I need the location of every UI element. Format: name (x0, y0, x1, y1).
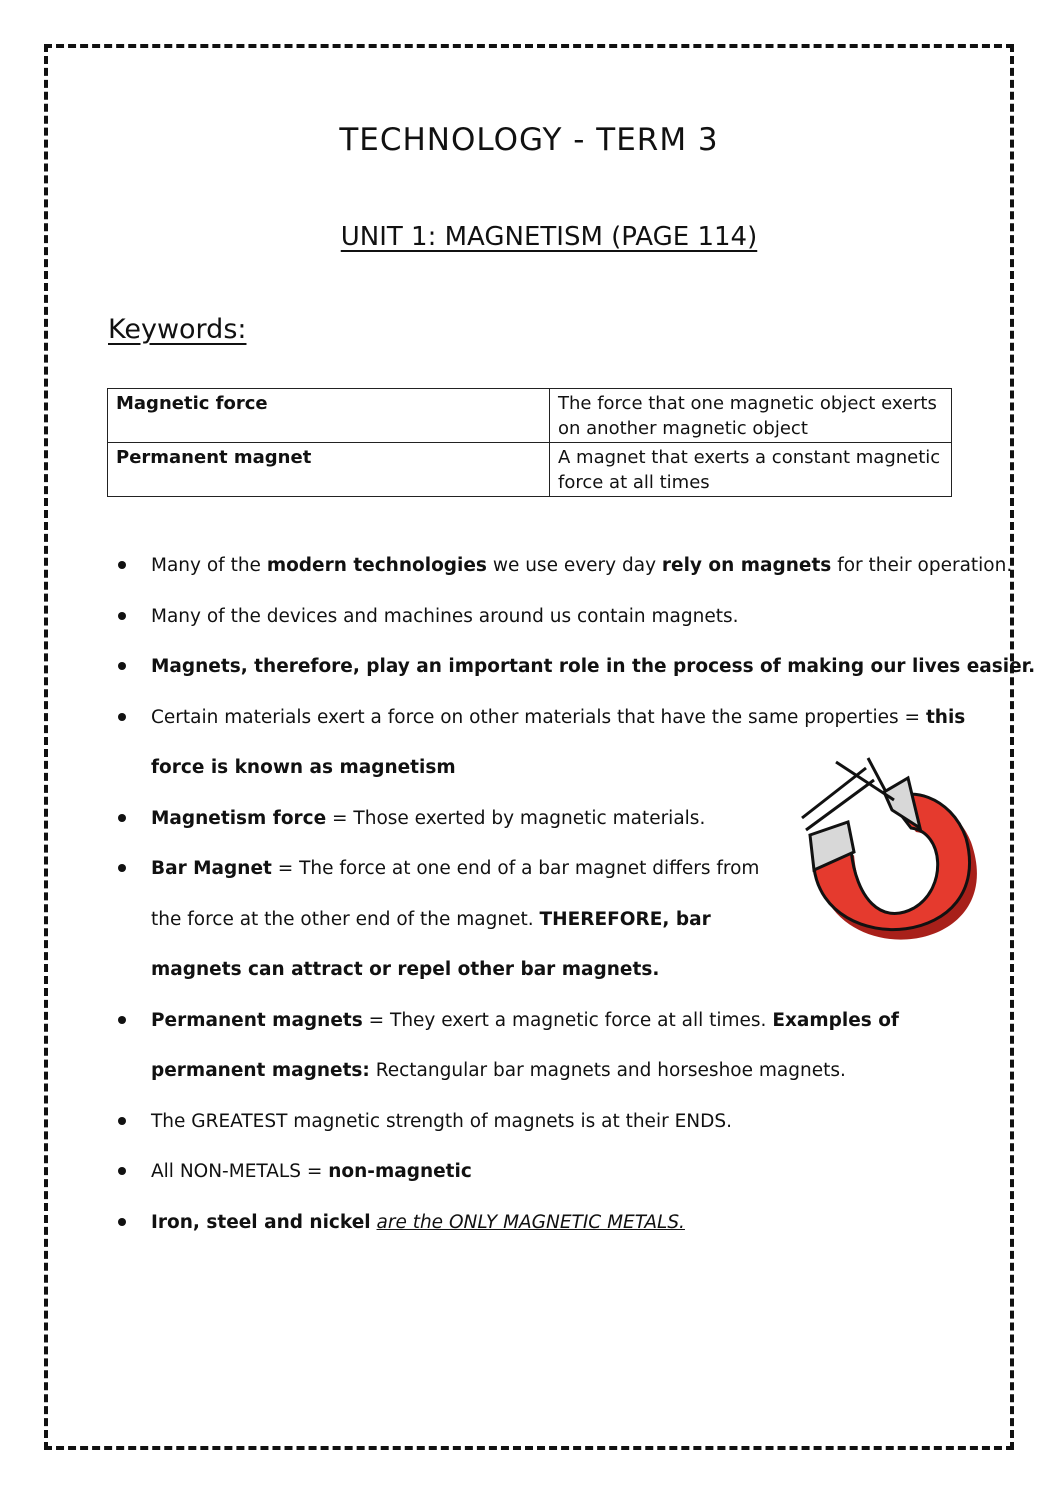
keyword-definition: The force that one magnetic object exerts on another magnetic object (550, 389, 952, 443)
bullet-icon (118, 713, 126, 721)
bullet-icon (118, 1167, 126, 1175)
bullet-text: the force at the other end of the magnet. (151, 908, 540, 930)
table-row (108, 389, 952, 443)
bullet-text: = They exert a magnetic force at all times. (362, 1009, 773, 1031)
bullet-bold-text: permanent magnets: (151, 1060, 370, 1081)
list-item (112, 592, 1012, 643)
bullet-bold-text: magnets can attract or repel other bar magnets. (151, 959, 660, 980)
bullet-bold-text: rely on magnets (661, 555, 832, 576)
bullet-text: All NON-METALS = (151, 1161, 329, 1182)
table-row (108, 443, 952, 497)
list-item (112, 996, 1012, 1097)
bullet-text: Certain materials exert a force on other materials that have the same properties = (151, 706, 926, 728)
bullet-icon (118, 1117, 126, 1125)
bullet-icon (118, 1218, 126, 1226)
bullet-bold-text: Iron, steel and nickel (151, 1211, 371, 1233)
bullet-bold-text: Magnets, therefore, play an important role in the process of making our lives easier. (151, 656, 1036, 677)
keywords-heading: Keywords: (108, 314, 247, 345)
bullet-icon (118, 612, 126, 620)
bullet-icon (118, 662, 126, 670)
bullet-bold-text: Permanent magnets (151, 1009, 363, 1031)
bullet-bold-text: Bar Magnet (151, 858, 272, 879)
list-item (112, 541, 1012, 592)
bullet-text: Many of the (151, 555, 267, 576)
keyword-definition: A magnet that exerts a constant magnetic force at all times (550, 443, 952, 497)
bullet-text: Many of the devices and machines around us contain magnets. (151, 605, 739, 627)
bullet-text: The GREATEST magnetic strength of magnets is at their ENDS. (151, 1110, 732, 1132)
bullet-icon (118, 864, 126, 872)
bullet-text: = Those exerted by magnetic materials. (326, 807, 706, 829)
bullet-bold-text: non-magnetic (328, 1161, 472, 1182)
list-item (112, 1097, 1012, 1148)
bullet-bold-text: Examples of (772, 1009, 899, 1031)
horseshoe-magnet-icon (796, 750, 986, 955)
bullet-text: we use every day (486, 555, 662, 576)
bullet-text: Rectangular bar magnets and horseshoe magnets. (369, 1060, 846, 1081)
bullet-text: for their operation. (831, 555, 1013, 576)
bullet-text: = The force at one end of a bar magnet differs from (271, 858, 760, 879)
list-item (112, 1147, 1012, 1198)
bullet-emphasis-text: are the ONLY MAGNETIC METALS. (376, 1211, 685, 1233)
bullet-icon (118, 814, 126, 822)
bullet-bold-text: modern technologies (266, 555, 487, 576)
keyword-term: Permanent magnet (108, 443, 550, 497)
page-title: TECHNOLOGY - TERM 3 (339, 122, 719, 158)
list-item (112, 1198, 1012, 1249)
bullet-bold-text: Magnetism force (151, 807, 327, 829)
list-item (112, 642, 1036, 693)
bullet-bold-text: THEREFORE, bar (539, 908, 711, 930)
bullet-icon (118, 1016, 126, 1024)
keyword-term: Magnetic force (108, 389, 550, 443)
unit-heading: UNIT 1: MAGNETISM (PAGE 114) (340, 222, 758, 252)
bullet-bold-text: this (925, 706, 966, 728)
keywords-table (107, 388, 952, 497)
bullet-bold-text: force is known as magnetism (151, 757, 456, 778)
bullet-icon (118, 561, 126, 569)
